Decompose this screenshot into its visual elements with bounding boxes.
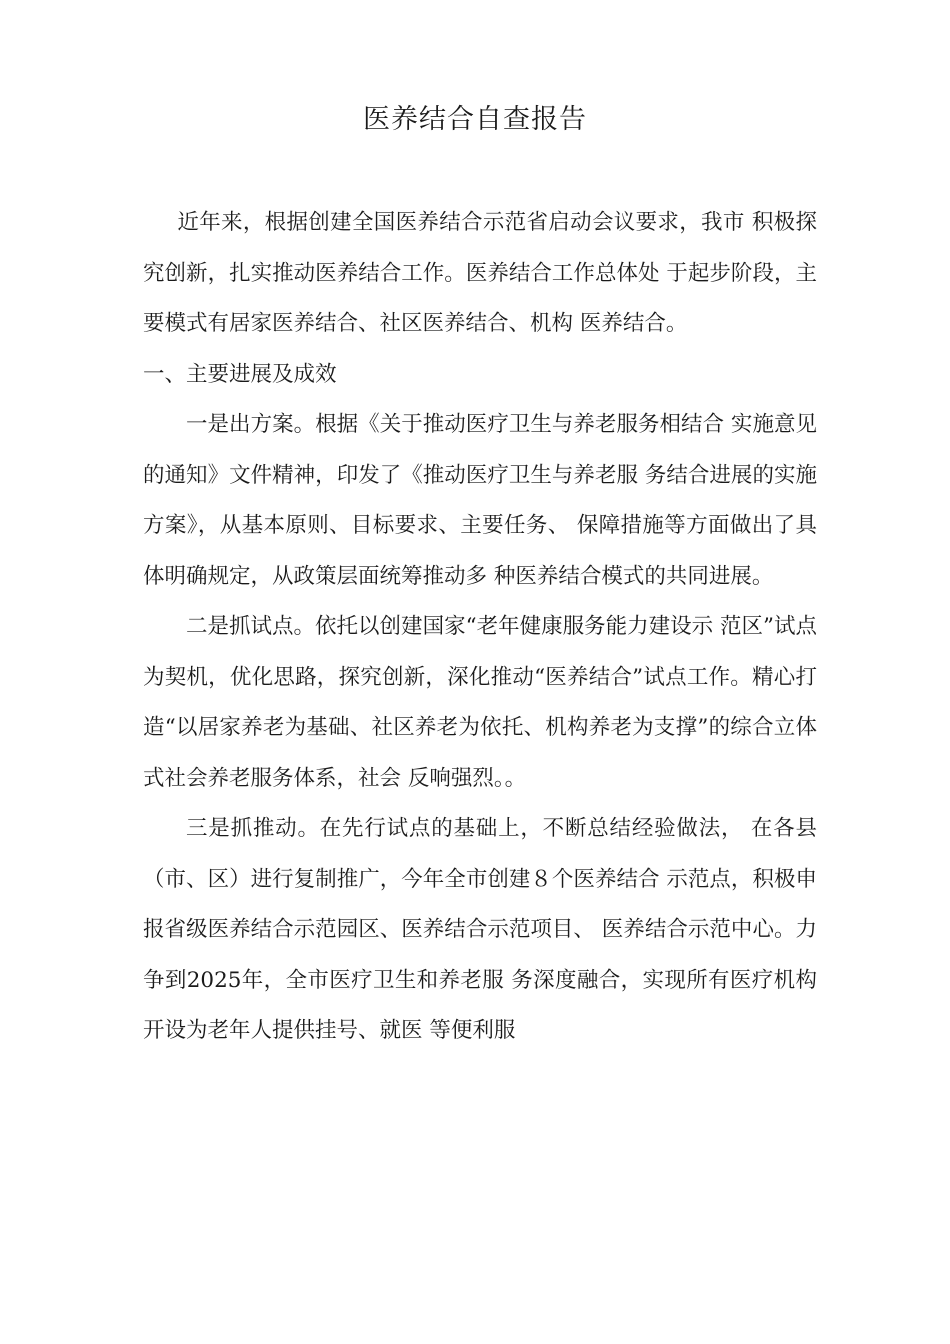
paragraph-promotion: 三是抓推动。在先行试点的基础上，不断总结经验做法， 在各县（市、区）进行复制推广，今年全市创建８个医养结合 示范点，积极申报省级医养结合示范园区、医养结合示范项目、 医养结合示范中心。力争到2025年，全市医疗卫生和养老服 务深度融合，实现所有医疗机构开设为老年人提供挂号、就医 等便利服 xyxy=(143,816,817,1043)
document-body xyxy=(143,198,817,1057)
paragraph-plan: 一是出方案。根据《关于推动医疗卫生与养老服务相结合 实施意见的通知》文件精神，印发了《推动医疗卫生与养老服 务结合进展的实施方案》，从基本原则、目标要求、主要任务、 保障措施等方面做出了具体明确规定，从政策层面统筹推动多 种医养结合模式的共同进展。 xyxy=(143,412,817,589)
section-heading: 一、主要进展及成效 xyxy=(143,361,337,387)
intro-paragraph: 近年来，根据创建全国医养结合示范省启动会议要求，我市 积极探究创新，扎实推动医养结合工作。医养结合工作总体处 于起步阶段，主要模式有居家医养结合、社区医养结合、机构 医养结合。 xyxy=(143,210,817,336)
document-title: 医养结合自查报告 xyxy=(363,104,587,135)
paragraph-pilot: 二是抓试点。依托以创建国家“老年健康服务能力建设示 范区”试点为契机，优化思路，探究创新，深化推动“医养结合”试点工作。精心打造“以居家养老为基础、社区养老为依托、机构养老为支撑”的综合立体式社会养老服务体系，社会 反响强烈。。 xyxy=(143,614,817,791)
